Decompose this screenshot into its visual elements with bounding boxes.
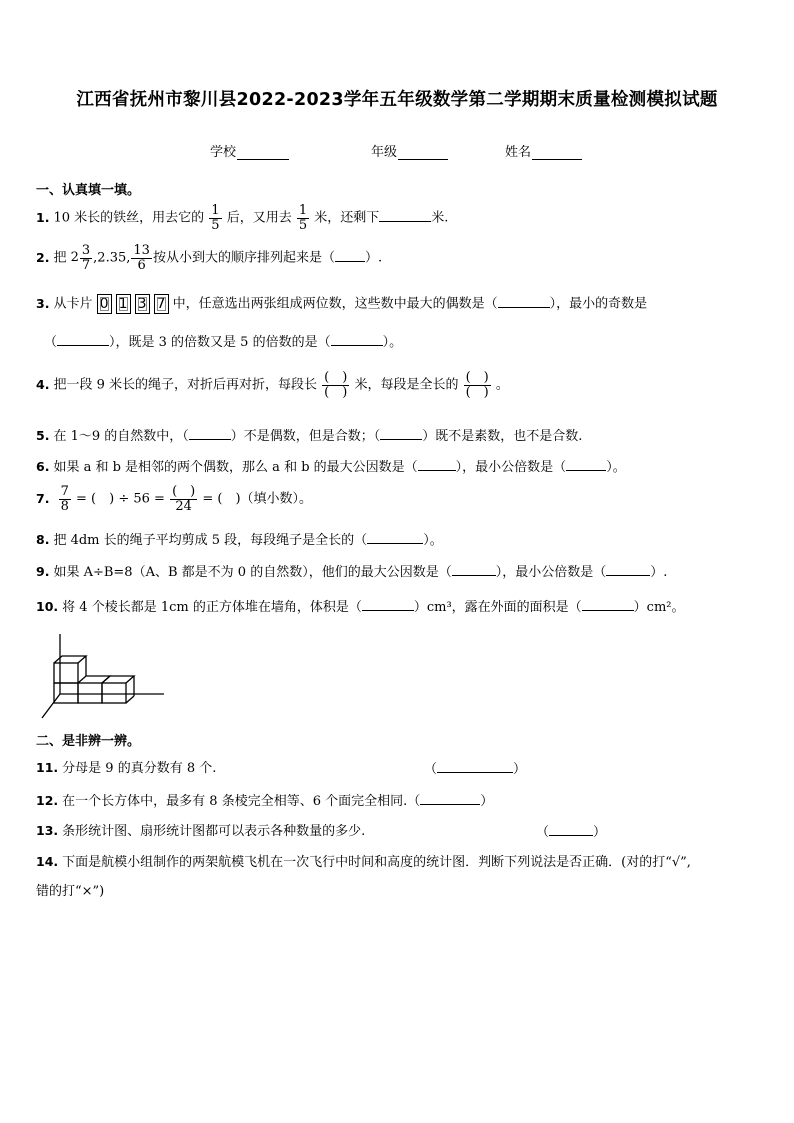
cube-front — [102, 683, 126, 703]
question-14-cont — [36, 884, 104, 900]
grade-label: 年级 — [371, 145, 398, 160]
number-card: 0 — [97, 294, 112, 314]
question-8 — [36, 531, 443, 549]
question-text: = ( ) ÷ 56 = — [76, 491, 165, 507]
answer-blank[interactable] — [582, 598, 634, 611]
fraction: $\frac{13}{6}$ — [133, 243, 150, 273]
answer-blank[interactable] — [566, 458, 606, 471]
question-text: 如果 a 和 b 是相邻的两个偶数，那么 a 和 b 的最大公因数是（ — [53, 460, 418, 475]
question-text: 把 — [53, 250, 67, 266]
answer-blank[interactable] — [362, 598, 414, 611]
corner-edge — [42, 694, 60, 718]
question-text: 条形统计图、扇形统计图都可以表示各种数量的多少. — [62, 824, 366, 839]
question-number: 5. — [36, 428, 50, 443]
answer-blank[interactable] — [452, 563, 496, 576]
question-number: 11. — [36, 760, 59, 775]
question-text: ），最小公倍数是（ — [495, 565, 607, 580]
question-9 — [36, 563, 667, 581]
paren: （ — [536, 825, 550, 840]
question-text: 在一个长方体中，最多有 8 条棱完全相等、6 个面完全相同.（ — [62, 794, 421, 809]
question-text: 把 4dm 长的绳子平均剪成 5 段，每段绳子是全长的（ — [53, 533, 368, 548]
question-text: 在 1～9 的自然数中，（ — [53, 429, 189, 444]
question-text: 米，每段是全长的 — [354, 377, 459, 393]
question-number: 10. — [36, 599, 59, 614]
cube-front — [78, 683, 102, 703]
question-text: ）。 — [382, 335, 403, 350]
question-number: 3. — [36, 295, 50, 311]
fraction: $\frac{7}{8}$ — [60, 484, 69, 514]
question-text: ）cm²。 — [633, 600, 685, 615]
answer-blank[interactable] — [606, 563, 650, 576]
question-text: 按从小到大的顺序排列起来是（ — [152, 250, 335, 266]
question-7 — [36, 485, 312, 513]
number-card: 7 — [154, 294, 169, 314]
question-text: ）不是偶数，但是合数；（ — [230, 429, 381, 444]
cube-front — [54, 663, 78, 683]
answer-blank[interactable] — [335, 249, 365, 262]
section-1-heading: 一、认真填一填。 — [36, 183, 141, 198]
question-number: 6. — [36, 459, 50, 474]
question-5 — [36, 427, 582, 445]
fraction: $\frac{1}{5}$ — [211, 203, 220, 233]
question-13 — [36, 823, 365, 840]
cube-top — [54, 656, 86, 663]
question-number: 9. — [36, 564, 50, 579]
answer-blank[interactable] — [437, 760, 513, 773]
question-text: 错的打“×”) — [36, 884, 105, 899]
answer-blank[interactable] — [189, 427, 231, 440]
cube-side — [126, 696, 134, 703]
question-2 — [36, 244, 382, 272]
question-number: 12. — [36, 793, 59, 808]
question-text: ）。 — [606, 460, 626, 475]
section-2-heading: 二、是非辨一辨。 — [36, 734, 141, 749]
cube-top — [102, 676, 134, 683]
question-text: ），最小公倍数是（ — [455, 460, 567, 475]
paren: （ — [424, 762, 438, 777]
question-number: 13. — [36, 823, 59, 838]
question-number: 14. — [36, 854, 59, 869]
question-4 — [36, 371, 509, 399]
question-6 — [36, 458, 626, 476]
number-card: 3 — [135, 294, 150, 314]
question-text: 中，任意选出两张组成两位数，这些数中最大的偶数是（ — [172, 296, 498, 312]
question-11 — [36, 760, 216, 777]
question-text: ）。 — [423, 533, 443, 548]
question-number: 8. — [36, 532, 50, 547]
fraction-blank[interactable]: $\frac{( )}{( )}$ — [465, 370, 489, 400]
answer-blank[interactable] — [379, 209, 431, 222]
question-text: ），既是 3 的倍数又是 5 的倍数的是（ — [109, 335, 331, 350]
cube-front — [54, 683, 78, 703]
fraction: $\frac{1}{5}$ — [298, 203, 308, 233]
school-label: 学校 — [210, 145, 237, 160]
question-12 — [36, 792, 493, 810]
school-field[interactable] — [210, 141, 289, 160]
answer-blank[interactable] — [420, 792, 480, 805]
school-blank[interactable] — [237, 146, 289, 160]
question-number: 7. — [36, 490, 50, 506]
name-field[interactable] — [505, 141, 582, 160]
question-text: 后，又用去 — [226, 210, 292, 226]
mixed-number: 2 $\frac{3}{7}$ — [70, 243, 91, 273]
answer-blank[interactable] — [331, 333, 383, 346]
answer-blank[interactable] — [498, 295, 550, 308]
paren: ） — [593, 825, 607, 840]
question-text: 下面是航模小组制作的两架航模飞机在一次飞行中时间和高度的统计图．判断下列说法是否正确．(对的打“√”, — [62, 855, 691, 870]
fraction-blank[interactable]: $\frac{( )}{24}$ — [172, 484, 196, 514]
question-11-answer[interactable] — [424, 760, 526, 778]
question-number: 1. — [36, 209, 50, 225]
answer-blank[interactable] — [418, 458, 456, 471]
page-title: 江西省抚州市黎川县2022-2023学年五年级数学第二学期期末质量检测模拟试题 — [76, 90, 718, 110]
grade-blank[interactable] — [398, 146, 448, 160]
name-blank[interactable] — [532, 146, 582, 160]
question-text: 米. — [431, 210, 449, 226]
question-text: 把一段 9 米长的绳子，对折后再对折，每段长 — [53, 377, 317, 393]
answer-blank[interactable] — [549, 823, 593, 836]
question-text: = ( )（填小数）。 — [202, 491, 313, 507]
question-text: ）既不是素数，也不是合数. — [422, 429, 583, 444]
question-14 — [36, 854, 691, 871]
question-1 — [36, 204, 448, 232]
question-number: 2. — [36, 249, 50, 265]
grade-field[interactable] — [371, 141, 448, 160]
paren: ） — [513, 762, 527, 777]
question-text: 。 — [495, 377, 509, 393]
question-3 — [36, 294, 647, 314]
answer-blank[interactable] — [367, 531, 423, 544]
question-text: ），最小的奇数是 — [549, 296, 648, 312]
question-text: 分母是 9 的真分数有 8 个. — [62, 761, 217, 776]
question-text: 从卡片 — [53, 296, 93, 312]
question-13-answer[interactable] — [536, 823, 606, 841]
question-text: ）cm³，露在外面的面积是（ — [413, 600, 582, 615]
question-text: 10 米长的铁丝，用去它的 — [53, 210, 205, 226]
question-text: ,2.35, — [93, 250, 131, 266]
question-text: 如果 A÷B=8（A、B 都是不为 0 的自然数），他们的最大公因数是（ — [53, 565, 452, 580]
answer-blank[interactable] — [380, 427, 422, 440]
name-label: 姓名 — [505, 145, 532, 160]
question-number: 4. — [36, 376, 50, 392]
question-3-cont — [44, 333, 402, 351]
question-text: ） — [480, 794, 494, 809]
question-text: （ — [44, 335, 58, 350]
number-card: 1 — [116, 294, 131, 314]
question-text: ）. — [650, 565, 668, 580]
question-10 — [36, 598, 685, 616]
question-text: 米，还剩下 — [314, 210, 380, 226]
question-text: ）. — [364, 250, 383, 266]
question-text: 将 4 个棱长都是 1cm 的正方体堆在墙角，体积是（ — [62, 600, 362, 615]
answer-blank[interactable] — [57, 333, 109, 346]
stacked-cubes-figure — [36, 632, 166, 722]
fraction-blank[interactable]: $\frac{( )}{( )}$ — [324, 370, 348, 400]
